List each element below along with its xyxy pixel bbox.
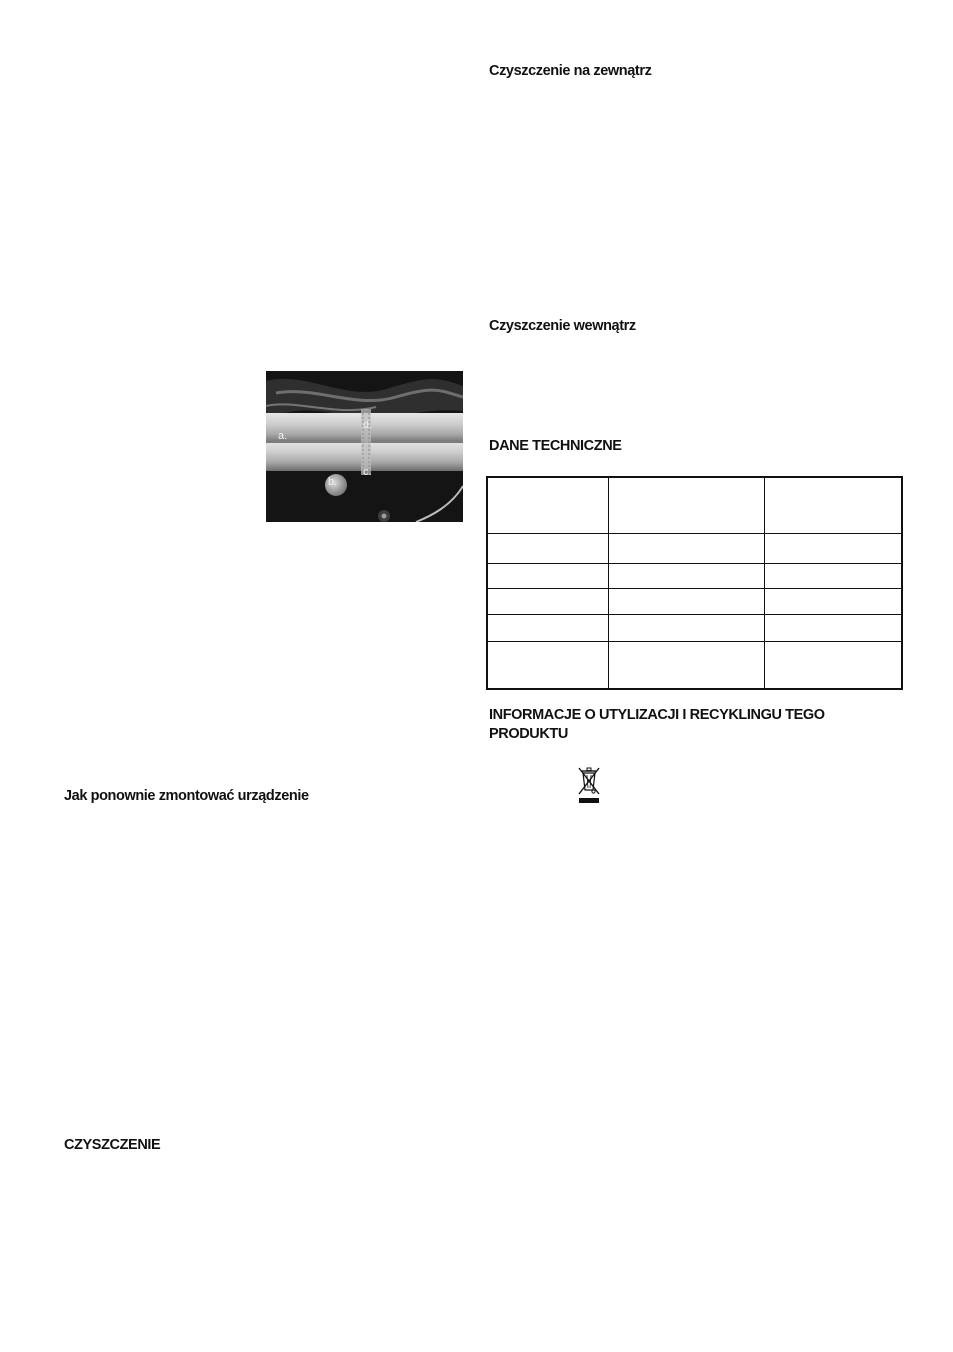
table-row <box>487 477 902 534</box>
heading-reassemble: Jak ponownie zmontować urządzenie <box>64 788 309 804</box>
heading-cleaning-inside: Czyszczenie wewnątrz <box>489 318 636 334</box>
heading-cleaning-outside: Czyszczenie na zewnątrz <box>489 63 652 79</box>
table-row <box>487 615 902 642</box>
label-b: b. <box>328 476 338 488</box>
heading-cleaning: CZYSZCZENIE <box>64 1137 161 1153</box>
table-row <box>487 642 902 690</box>
label-d: d. <box>363 419 373 431</box>
label-c: c. <box>363 466 372 478</box>
heater-photo-drawing <box>266 371 463 522</box>
table-row <box>487 564 902 589</box>
table-row <box>487 589 902 615</box>
crossed-out-wheelie-bin-icon <box>577 765 601 805</box>
heading-disposal-line1: INFORMACJE O UTYLIZACJI I RECYKLINGU TEGO <box>489 707 825 723</box>
heater-photo <box>266 371 463 522</box>
label-a: a. <box>278 430 288 442</box>
heading-tech-data: DANE TECHNICZNE <box>489 438 622 454</box>
table-row <box>487 534 902 564</box>
heading-disposal-line2: PRODUKTU <box>489 726 568 742</box>
technical-data-table <box>486 476 903 690</box>
